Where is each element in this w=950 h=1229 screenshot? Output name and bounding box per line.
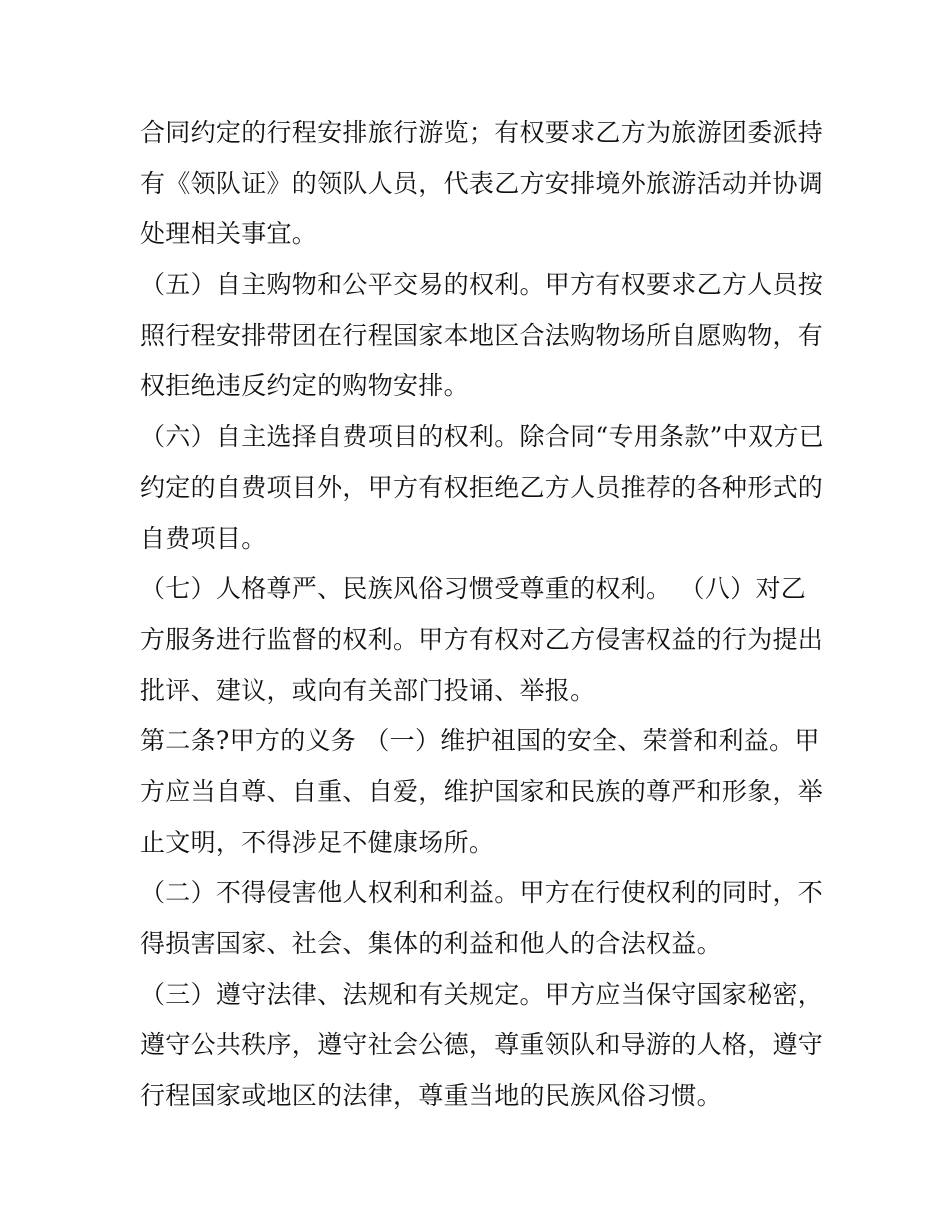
text-line: 方应当自尊、自重、自爱，维护国家和民族的尊严和形象，举 bbox=[140, 776, 824, 806]
text-line: 止文明，不得涉足不健康场所。 bbox=[140, 827, 495, 857]
text-line: 方服务进行监督的权利。甲方有权对乙方侵害权益的行为提出 bbox=[140, 624, 824, 654]
text-line: 遵守公共秩序，遵守社会公德，尊重领队和导游的人格，遵守 bbox=[140, 1030, 824, 1060]
text-line: （六）自主选择自费项目的权利。除合同“专用条款”中双方已 bbox=[140, 422, 824, 452]
text-line: 自费项目。 bbox=[140, 523, 267, 553]
text-line: 有《领队证》的领队人员，代表乙方安排境外旅游活动并协调 bbox=[140, 168, 824, 198]
text-line: 处理相关事宜。 bbox=[140, 219, 318, 249]
text-line: 批评、建议，或向有关部门投诵、举报。 bbox=[140, 675, 596, 705]
text-line: 得损害国家、社会、集体的利益和他人的合法权益。 bbox=[140, 929, 722, 958]
text-line: 权拒绝违反约定的购物安排。 bbox=[140, 371, 469, 401]
text-line: 行程国家或地区的法律，尊重当地的民族风俗习惯。 bbox=[140, 1081, 722, 1111]
text-line: 第二条?甲方的义务 （一）维护祖国的安全、荣誉和利益。甲 bbox=[140, 726, 820, 756]
text-line: （二）不得侵害他人权利和利益。甲方在行使权利的同时，不 bbox=[140, 878, 824, 908]
document-body bbox=[140, 108, 824, 1122]
text-line: （五）自主购物和公平交易的权利。甲方有权要求乙方人员按 bbox=[140, 270, 824, 300]
text-line: （三）遵守法律、法规和有关规定。甲方应当保守国家秘密， bbox=[140, 979, 824, 1009]
text-line: 合同约定的行程安排旅行游览；有权要求乙方为旅游团委派持 bbox=[140, 118, 824, 147]
text-line: 照行程安排带团在行程国家本地区合法购物场所自愿购物，有 bbox=[140, 320, 824, 350]
text-line: 约定的自费项目外，甲方有权拒绝乙方人员推荐的各种形式的 bbox=[140, 472, 824, 502]
text-line: （七）人格尊严、民族风俗习惯受尊重的权利。 （八）对乙 bbox=[140, 574, 807, 604]
